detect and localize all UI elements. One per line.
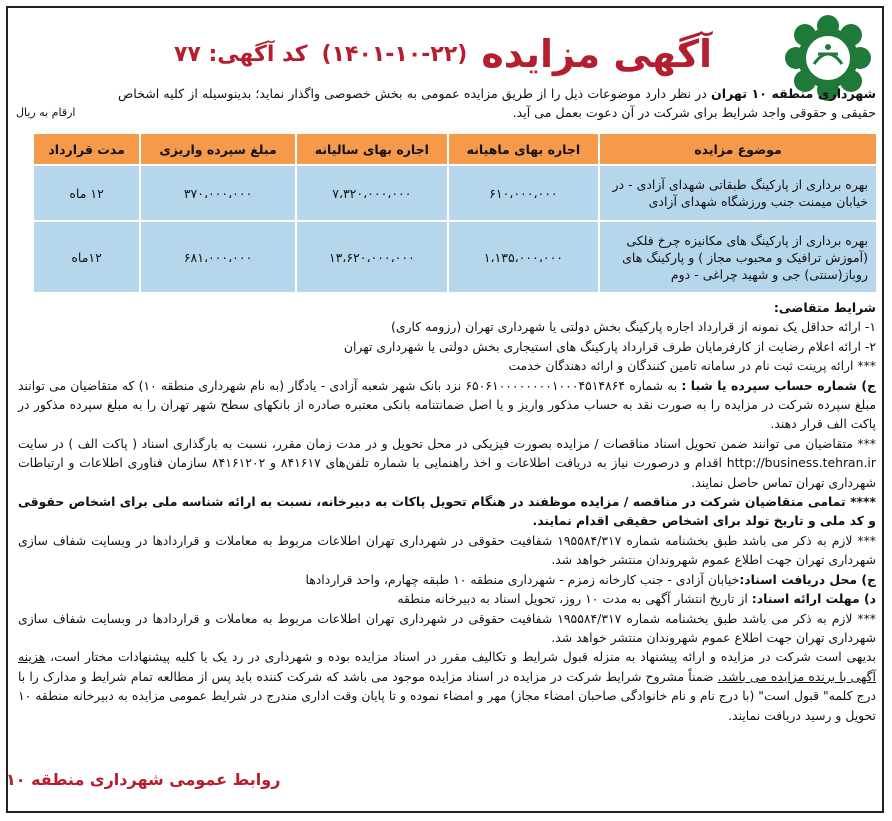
transparency-paragraph-1: *** لازم به ذکر می باشد طبق بخشنامه شماره ۱۹۵۵۸۴/۳۱۷ شفافیت حقوقی در شهرداری تهران اطلاعات مربوط به معاملات و قراردادها در وبسایت شفاف سازی شهرداری تهران جهت اطلاع عموم شهروندان منتشر خواهد شد. — [18, 532, 876, 568]
final-text-b: ضمناً مشروح شرایط شرکت در مزایده در اسناد مزایده موجود می باشد که شرکت کننده باید پس از مطالعه تمام شرایط و مدارک را با درج کلمه" قبول است" (با درج نام و نام خانوادگی صاحبان امضاء مجاز) مهر و امضاء نموده و تا پایان وقت اداری مندرج در شرایط عمومی مزایده به دبیرخانه منطقه ۱۰ تحویل و رسید دریافت نمایند. — [18, 668, 876, 723]
condition-line-2: ۲- ارائه اعلام رضایت از کارفرمایان طرف قرارداد پارکینگ های استیجاری بخش دولتی یا شهرداری تهران — [343, 338, 876, 354]
row-duration: ۱۲ماه — [33, 221, 140, 293]
conditions-section — [18, 298, 876, 725]
ad-title: آگهی مزایده — [481, 32, 713, 76]
deadline-label: د) مهلت ارائه اسناد: — [751, 591, 876, 607]
row-deposit: ۶۸۱،۰۰۰،۰۰۰ — [140, 221, 296, 293]
table-row — [33, 165, 877, 221]
row-deposit: ۳۷۰،۰۰۰،۰۰۰ — [140, 165, 296, 221]
account-text: به شماره ۶۵۰۶۱۰۰۰۰۰۰۰۰۱۰۰۰۴۵۱۴۸۶۴ نزد بانک شهر شعبه آزادی - یادگار (به نام شهرداری منطقه ۱۰) که متقاضیان می توانند مبلغ سپرده شرکت در مزایده را به صورت نقد به حساب مذکور واریز و یا اصل ضمانتنامه بانکی معتبره صادره از بانکهای سطح شهر تهران را به مبلغ سپرده مذکور در پاکت الف قرار دهند. — [18, 377, 876, 432]
id-paragraph: **** تمامی متقاضیان شرکت در مناقصه / مزایده موظفند در هنگام تحویل پاکات به دبیرخانه، نسبت به ارائه شناسه ملی برای اشخاص حقوقی و کد ملی و تاریخ تولد برای اشخاص حقیقی اقدام نمایند. — [18, 494, 876, 529]
final-text-a: بدیهی است شرکت در مزایده و ارائه پیشنهاد به منزله قبول شرایط و تکالیف مقرر در اسناد مزایده بوده و شهرداری در رد یک یا کلیه پیشنهادات مختار است، — [45, 649, 876, 665]
auction-table — [32, 132, 878, 294]
row-subject: بهره برداری از پارکینگ طبقاتی شهدای آزادی - در خیابان میمنت جنب ورزشگاه شهدای آزادی — [599, 165, 877, 221]
account-paragraph — [18, 376, 876, 434]
conditions-heading: شرایط متقاضی: — [773, 300, 876, 315]
header-monthly-rent: اجاره بهای ماهیانه — [448, 133, 599, 165]
deadline-paragraph — [18, 589, 876, 608]
place-label: ج) محل دریافت اسناد: — [739, 571, 876, 587]
currency-note: ارقام به ریال — [16, 106, 76, 119]
intro-text: در نظر دارد موضوعات ذیل را از طریق مزایده عمومی به بخش خصوصی واگذار نماید؛ بدینوسیله از کلیه اشخاص حقیقی و حقوقی واجد شرایط برای شرکت در آن دعوت بعمل می آید. — [118, 86, 876, 120]
ad-code: کد آگهی: ۷۷ — [173, 41, 308, 67]
intro-org: شهرداری منطقه ۱۰ تهران — [711, 86, 877, 101]
table-header-row — [33, 133, 877, 165]
intro-paragraph — [118, 84, 876, 122]
row-annual-rent: ۱۳،۶۲۰،۰۰۰،۰۰۰ — [296, 221, 448, 293]
transparency-paragraph-2: *** لازم به ذکر می باشد طبق بخشنامه شماره ۱۹۵۵۸۴/۳۱۷ شفافیت حقوقی در شهرداری تهران اطلاعات مربوط به معاملات و قراردادها در وبسایت شفاف سازی شهرداری تهران جهت اطلاع عموم شهروندان منتشر خواهد شد. — [18, 610, 876, 645]
ad-title-line — [118, 26, 768, 82]
docs-paragraph: *** متقاضیان می توانند ضمن تحویل اسناد مناقصات / مزایده بصورت فیزیکی در محل تحویل و در مدت زمان مقرر، نسبت به بارگذاری اسناد ( پاکت الف ) در سایت http://business.tehran.ir اقدام و درصورت نیاز به دریافت اطلاعات و اخذ راهنمایی با شماره تلفن‌های ۸۴۱۶۱۷ و ۸۴۱۶۱۲۰۲ سازمان فناوری اطلاعات و ارتباطات شهرداری تهران تماس حاصل نمایند. — [18, 435, 876, 490]
place-text: خیابان آزادی - جنب کارخانه زمزم - شهرداری منطقه ۱۰ طبقه چهارم، واحد قراردادها — [305, 571, 740, 587]
row-annual-rent: ۷،۳۲۰،۰۰۰،۰۰۰ — [296, 165, 448, 221]
table-row — [33, 221, 877, 293]
header-deposit: مبلغ سپرده واریزی — [140, 133, 296, 165]
row-monthly-rent: ۶۱۰،۰۰۰،۰۰۰ — [448, 165, 599, 221]
header-subject: موضوع مزایده — [599, 133, 877, 165]
footer-signature: روابط عمومی شهرداری منطقه ۱۰ — [6, 770, 281, 789]
condition-line-1: ۱- ارائه حداقل یک نمونه از قرارداد اجاره پارکینگ بخش دولتی یا شهرداری تهران (رزومه کاری) — [390, 319, 876, 335]
final-text-underline: هزینه آگهی با برنده مزایده می باشد. — [18, 649, 876, 684]
row-duration: ۱۲ ماه — [33, 165, 140, 221]
header-duration: مدت قرارداد — [33, 133, 140, 165]
account-label: ج) شماره حساب سپرده یا شبا : — [681, 377, 876, 393]
row-subject: بهره برداری از پارکینگ های مکانیزه چرخ فلکی (آموزش ترافیک و محبوب مجاز ) و پارکینگ های روباز(سنتی) جی و شهید چراغی - دوم — [599, 221, 877, 293]
condition-line-3: *** ارائه پرینت ثبت نام در سامانه تامین کنندگان و ارائه دهندگان خدمت — [508, 358, 876, 374]
row-monthly-rent: ۱،۱۳۵،۰۰۰،۰۰۰ — [448, 221, 599, 293]
place-paragraph — [18, 570, 876, 589]
header-annual-rent: اجاره بهای سالیانه — [296, 133, 448, 165]
final-paragraph — [18, 647, 876, 725]
deadline-text: از تاریخ انتشار آگهی به مدت ۱۰ روز، تحویل اسناد به دبیرخانه منطقه — [397, 591, 752, 607]
ad-date: (۱۴۰۱-۱۰-۲۲) — [321, 41, 468, 67]
